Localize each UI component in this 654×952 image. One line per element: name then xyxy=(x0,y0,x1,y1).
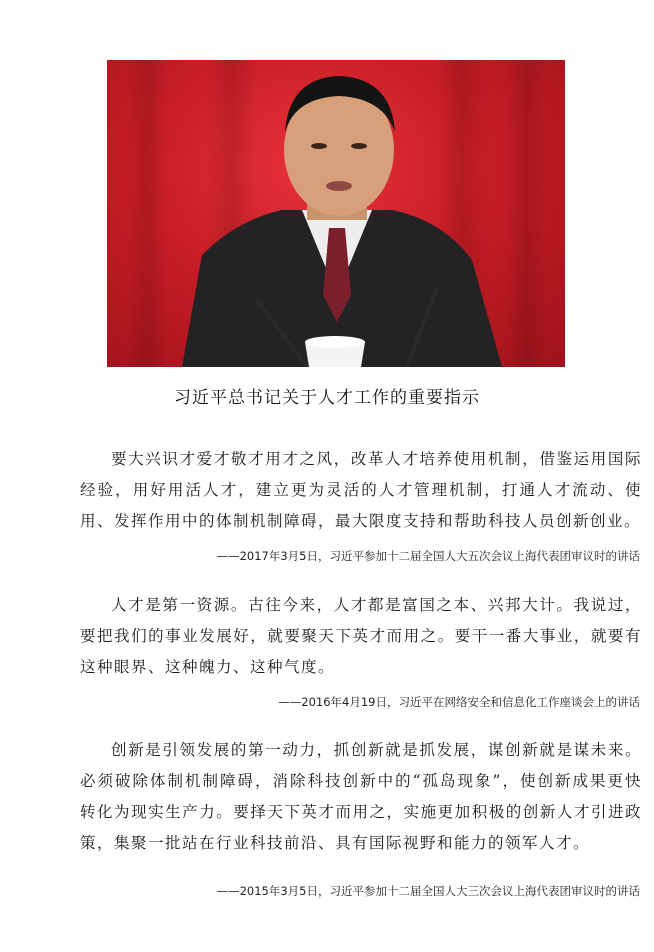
speaker-photo xyxy=(107,60,565,367)
quote-2-text: 人才是第一资源。古往今来，人才都是富国之本、兴邦大计。我说过，要把我们的事业发展好，就要聚天下英才而用之。要干一番大事业，就要有这种眼界、这种魄力、这种气度。 xyxy=(80,596,642,676)
speaker-photo-illustration xyxy=(107,60,565,367)
quote-1-text: 要大兴识才爱才敬才用才之风，改革人才培养使用机制，借鉴运用国际经验，用好用活人才，建立更为灵活的人才管理机制，打通人才流动、使用、发挥作用中的体制机制障碍，最大限度支持和帮助科技人员创新创业。 xyxy=(80,450,642,530)
quote-3-source: ——2015年3月5日，习近平参加十二届全国人大三次会议上海代表团审议时的讲话 xyxy=(216,884,640,898)
quote-3-text: 创新是引领发展的第一动力，抓创新就是抓发展，谋创新就是谋未来。必须破除体制机制障碍，消除科技创新中的“孤岛现象”，使创新成果更快转化为现实生产力。要择天下英才而用之，实施更加积极的创新人才引进政策，集聚一批站在行业科技前沿、具有国际视野和能力的领军人才。 xyxy=(80,741,642,852)
quote-2-source: ——2016年4月19日，习近平在网络安全和信息化工作座谈会上的讲话 xyxy=(278,695,640,709)
page-title: 习近平总书记关于人才工作的重要指示 xyxy=(174,388,480,408)
quote-1-source: ——2017年3月5日，习近平参加十二届全国人大五次会议上海代表团审议时的讲话 xyxy=(216,549,640,563)
